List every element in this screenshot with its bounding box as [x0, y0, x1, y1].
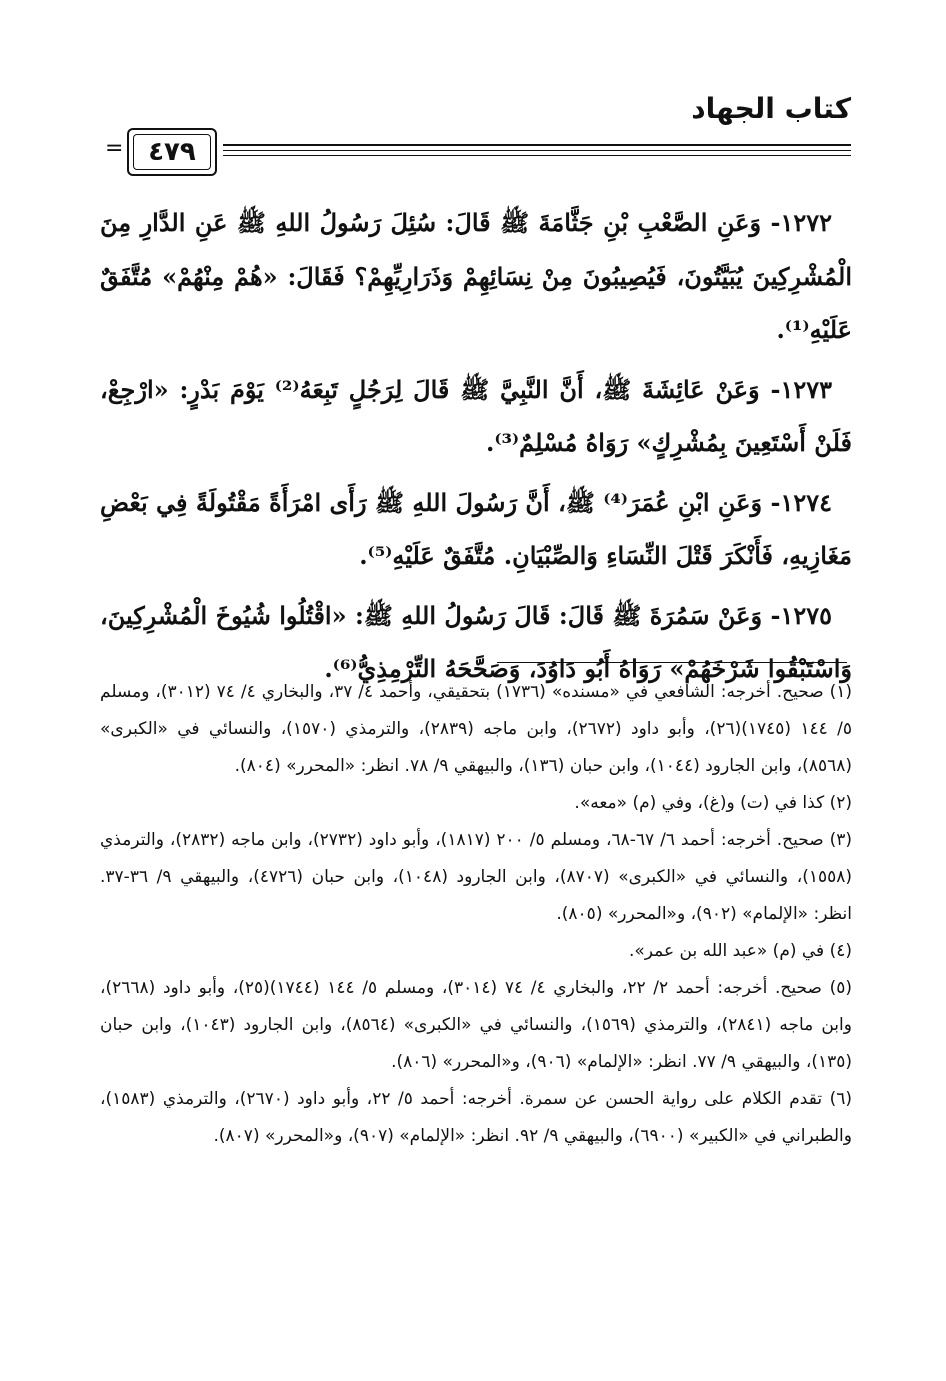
page-number-box	[127, 128, 217, 176]
chapter-title: كتاب الجهاد	[691, 92, 851, 125]
header-line	[223, 150, 851, 151]
hadith-1273: ١٢٧٣- وَعَنْ عَائِشَةَ ﷺ، أَنَّ النَّبِيَّ ﷺ قَالَ لِرَجُلٍ تَبِعَهُ⁽²⁾ يَوْمَ بَدْرٍ: «ارْجِعْ، فَلَنْ أَسْتَعِينَ بِمُشْرِكٍ» رَوَاهُ مُسْلِمٌ⁽³⁾.	[100, 374, 852, 457]
header-line	[223, 144, 851, 146]
footnote-3: (٣) صحيح. أخرجه: أحمد ٦/ ٦٧-٦٨، ومسلم ٥/ ٢٠٠ (١٨١٧)، وأبو داود (٢٧٣٢)، وابن ماجه (٢٨٣٢)، والترمذي (١٥٥٨)، والنسائي في «الكبرى» (٨٧٠٧)، وابن الجارود (١٠٤٨)، وابن حبان (٤٧٢٦)، والبيهقي ٩/ ٣٦-٣٧. انظر: «الإلمام» (٩٠٢)، و«المحرر» (٨٠٥).	[100, 830, 853, 924]
hadith-text	[100, 196, 852, 702]
header-mark: =	[105, 136, 124, 161]
footnote-4: (٤) في (م) «عبد الله بن عمر».	[629, 941, 852, 961]
header-rule	[105, 128, 851, 176]
page-number: ٤٧٩	[133, 134, 211, 170]
footnote-2: (٢) كذا في (ت) و(غ)، وفي (م) «معه».	[574, 793, 852, 813]
footnote-6: (٦) تقدم الكلام على رواية الحسن عن سمرة. أخرجه: أحمد ٥/ ٢٢، وأبو داود (٢٦٧٠)، والترمذي (١٥٨٣)، والطبراني في «الكبير» (٦٩٠٠)، والبيهقي ٩/ ٩٢. انظر: «الإلمام» (٩٠٧)، و«المحرر» (٨٠٧).	[100, 1089, 852, 1146]
header-line	[223, 155, 851, 156]
hadith-1272: ١٢٧٢- وَعَنِ الصَّعْبِ بْنِ جَثَّامَةَ ﷺ قَالَ: سُئِلَ رَسُولُ اللهِ ﷺ عَنِ الدَّارِ مِنَ الْمُشْرِكِينَ يُبَيَّتُونَ، فَيُصِيبُونَ مِنْ نِسَائِهِمْ وَذَرَارِيِّهِمْ؟ فَقَالَ: «هُمْ مِنْهُمْ» مُتَّفَقٌ عَلَيْهِ⁽¹⁾.	[100, 208, 852, 344]
footnote-1: (١) صحيح. أخرجه: الشافعي في «مسنده» (١٧٣٦) بتحقيقي، وأحمد ٤/ ٣٧، والبخاري ٤/ ٧٤ (٣٠١٢)، ومسلم ٥/ ١٤٤ (١٧٤٥)(٢٦)، وأبو داود (٢٦٧٢)، وابن ماجه (٢٨٣٩)، والترمذي (١٥٧٠)، والنسائي في «الكبرى» (٨٥٦٨)، وابن الجارود (١٠٤٤)، وابن حبان (١٣٦)، والبيهقي ٩/ ٧٨. انظر: «المحرر» (٨٠٤).	[100, 682, 853, 776]
footnote-divider	[497, 662, 847, 663]
hadith-1274: ١٢٧٤- وَعَنِ ابْنِ عُمَرَ⁽⁴⁾ ﷺ، أَنَّ رَسُولَ اللهِ ﷺ رَأَى امْرَأَةً مَقْتُولَةً فِي بَعْضِ مَغَازِيهِ، فَأَنْكَرَ قَتْلَ النِّسَاءِ وَالصِّبْيَانِ. مُتَّفَقٌ عَلَيْهِ⁽⁵⁾.	[100, 487, 852, 570]
hadith-1275: ١٢٧٥- وَعَنْ سَمُرَةَ ﷺ قَالَ: قَالَ رَسُولُ اللهِ ﷺ: «اقْتُلُوا شُيُوخَ الْمُشْرِكِينَ، وَاسْتَبْقُوا شَرْخَهُمْ» رَوَاهُ أَبُو دَاوُدَ، وَصَحَّحَهُ التِّرْمِذِيُّ⁽⁶⁾.	[100, 600, 852, 683]
footnotes	[100, 674, 852, 1155]
footnote-5: (٥) صحيح. أخرجه: أحمد ٢/ ٢٢، والبخاري ٤/ ٧٤ (٣٠١٤)، ومسلم ٥/ ١٤٤ (١٧٤٤)(٢٥)، وأبو داود (٢٦٦٨)، وابن ماجه (٢٨٤١)، والترمذي (١٥٦٩)، والنسائي في «الكبرى» (٨٥٦٤)، وابن الجارود (١٠٤٣)، وابن حبان (١٣٥)، والبيهقي ٩/ ٧٧. انظر: «الإلمام» (٩٠٦)، و«المحرر» (٨٠٦).	[100, 978, 852, 1072]
